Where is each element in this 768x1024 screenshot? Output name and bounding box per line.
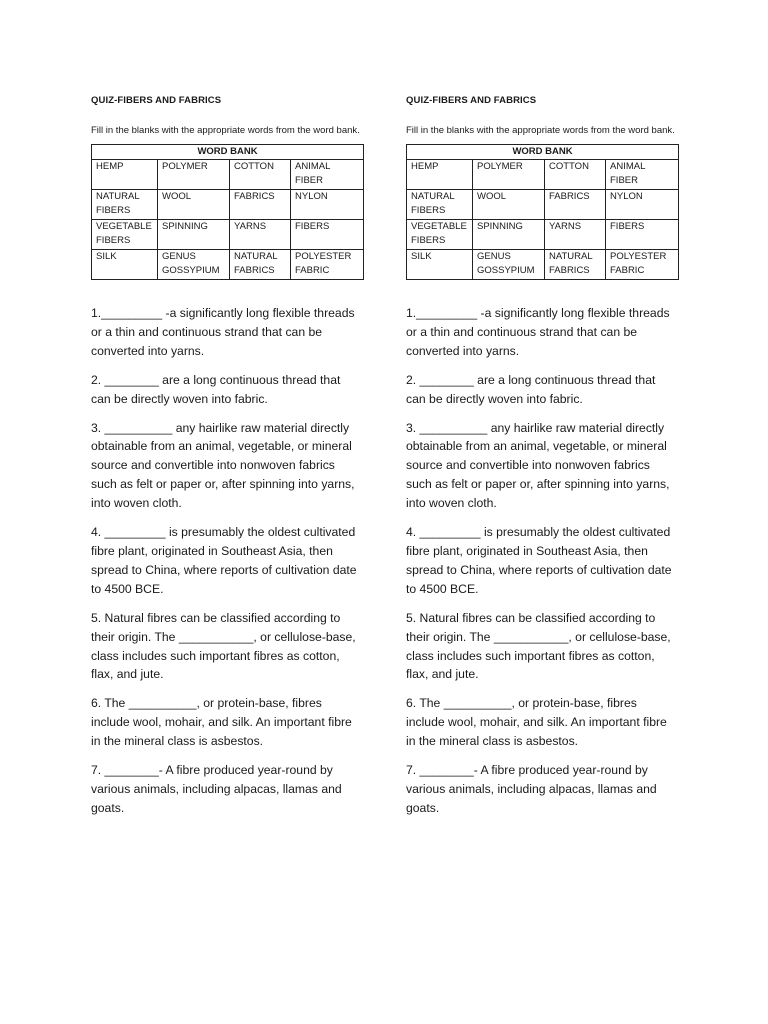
- word-bank-cell: FIBERS: [606, 220, 679, 250]
- word-bank-cell: SPINNING: [158, 220, 230, 250]
- word-bank-row: [407, 160, 679, 190]
- word-bank-cell: VEGETABLE FIBERS: [407, 220, 473, 250]
- word-bank-cell: COTTON: [545, 160, 606, 190]
- word-bank-cell: SILK: [92, 250, 158, 280]
- word-bank-table: [406, 144, 679, 280]
- question-item: 3. __________ any hairlike raw material directly obtainable from an animal, vegetable, or mineral source and convertible into nonwoven fabrics such as felt or paper or, after spinning into yarns, into woven cloth.: [91, 420, 355, 511]
- instructions: Fill in the blanks with the appropriate words from the word bank.: [406, 125, 675, 136]
- word-bank-cell: ANIMAL FIBER: [606, 160, 679, 190]
- question-item: 7. ________- A fibre produced year-round by various animals, including alpacas, llamas and goats.: [406, 763, 657, 815]
- word-bank-cell: NATURAL FIBERS: [407, 190, 473, 220]
- word-bank-header: WORD BANK: [92, 145, 364, 160]
- word-bank-cell: WOOL: [158, 190, 230, 220]
- word-bank-row: [407, 190, 679, 220]
- quiz-left: [91, 94, 363, 828]
- instructions: Fill in the blanks with the appropriate words from the word bank.: [91, 125, 360, 136]
- question-item: 7. ________- A fibre produced year-round by various animals, including alpacas, llamas and goats.: [91, 763, 342, 815]
- word-bank-cell: YARNS: [545, 220, 606, 250]
- word-bank-row: [92, 220, 364, 250]
- question-item: 3. __________ any hairlike raw material directly obtainable from an animal, vegetable, or mineral source and convertible into nonwoven fabrics such as felt or paper or, after spinning into yarns, into woven cloth.: [406, 420, 670, 511]
- word-bank-cell: HEMP: [92, 160, 158, 190]
- word-bank-cell: GENUS GOSSYPIUM: [473, 250, 545, 280]
- question-item: 6. The __________, or protein-base, fibres include wool, mohair, and silk. An important fibre in the mineral class is asbestos.: [406, 696, 667, 749]
- question-item: 6. The __________, or protein-base, fibres include wool, mohair, and silk. An important fibre in the mineral class is asbestos.: [91, 696, 352, 749]
- word-bank-row: [407, 250, 679, 280]
- question-item: 1._________ -a significantly long flexible threads or a thin and continuous strand that can be converted into yarns.: [91, 306, 355, 358]
- word-bank-cell: POLYESTER FABRIC: [606, 250, 679, 280]
- word-bank-cell: FIBERS: [291, 220, 364, 250]
- word-bank-cell: NATURAL FIBERS: [92, 190, 158, 220]
- question-item: 2. ________ are a long continuous thread that can be directly woven into fabric.: [91, 372, 341, 406]
- question-item: 2. ________ are a long continuous thread that can be directly woven into fabric.: [406, 372, 656, 406]
- quiz-right: [406, 94, 678, 828]
- word-bank-row: [407, 220, 679, 250]
- question-item: 4. _________ is presumably the oldest cultivated fibre plant, originated in Southeast Asia, then spread to China, where reports of cultivation date to 4500 BCE.: [91, 525, 357, 596]
- word-bank-cell: POLYMER: [158, 160, 230, 190]
- word-bank-cell: SILK: [407, 250, 473, 280]
- question-item: 5. Natural fibres can be classified according to their origin. The ___________, or cellulose-base, class includes such important fibres as cotton, flax, and jute.: [91, 610, 356, 682]
- question-item: 4. _________ is presumably the oldest cultivated fibre plant, originated in Southeast Asia, then spread to China, where reports of cultivation date to 4500 BCE.: [406, 525, 672, 596]
- question-item: 1._________ -a significantly long flexible threads or a thin and continuous strand that can be converted into yarns.: [406, 306, 670, 358]
- word-bank-row: [92, 160, 364, 190]
- word-bank-cell: FABRICS: [230, 190, 291, 220]
- word-bank-cell: WOOL: [473, 190, 545, 220]
- word-bank-row: [92, 190, 364, 220]
- quiz-title: QUIZ-FIBERS AND FABRICS: [406, 95, 537, 106]
- word-bank-cell: NATURAL FABRICS: [545, 250, 606, 280]
- word-bank-row: [92, 250, 364, 280]
- word-bank-cell: COTTON: [230, 160, 291, 190]
- word-bank-cell: NYLON: [606, 190, 679, 220]
- word-bank-cell: POLYESTER FABRIC: [291, 250, 364, 280]
- word-bank-cell: POLYMER: [473, 160, 545, 190]
- quiz-title: QUIZ-FIBERS AND FABRICS: [91, 95, 222, 106]
- question-list: [91, 304, 363, 818]
- question-item: 5. Natural fibres can be classified according to their origin. The ___________, or cellulose-base, class includes such important fibres as cotton, flax, and jute.: [406, 610, 671, 682]
- question-list: [406, 304, 678, 818]
- word-bank-table: [91, 144, 364, 280]
- word-bank-cell: GENUS GOSSYPIUM: [158, 250, 230, 280]
- word-bank-cell: FABRICS: [545, 190, 606, 220]
- word-bank-cell: YARNS: [230, 220, 291, 250]
- word-bank-cell: HEMP: [407, 160, 473, 190]
- word-bank-cell: ANIMAL FIBER: [291, 160, 364, 190]
- word-bank-cell: SPINNING: [473, 220, 545, 250]
- word-bank-cell: NYLON: [291, 190, 364, 220]
- word-bank-header: WORD BANK: [407, 145, 679, 160]
- word-bank-cell: VEGETABLE FIBERS: [92, 220, 158, 250]
- word-bank-cell: NATURAL FABRICS: [230, 250, 291, 280]
